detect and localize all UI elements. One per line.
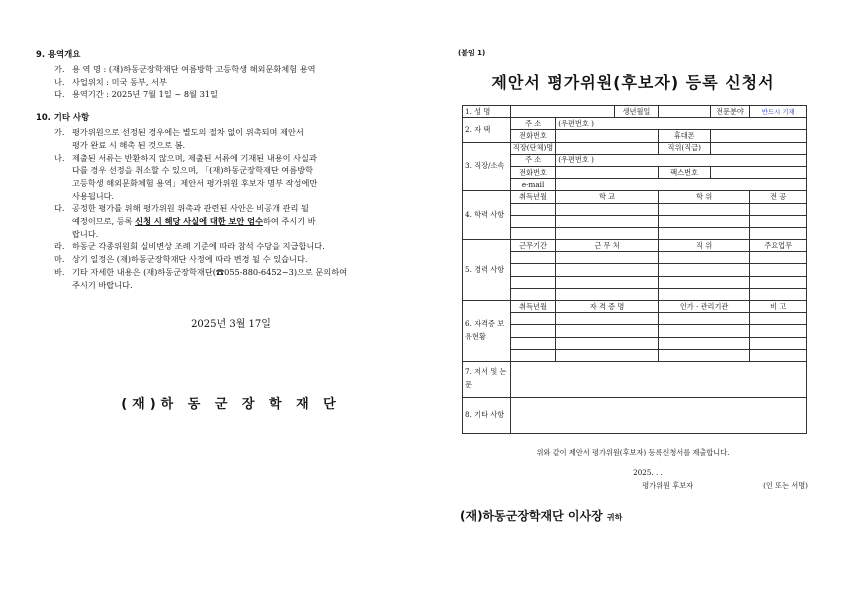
cert-cell[interactable] xyxy=(750,349,807,361)
item-text: 제출된 서류는 반환하지 않으며, 제출된 서류에 기재된 내용이 사실과 xyxy=(72,152,317,163)
phone-label: 전화번호 xyxy=(510,166,555,178)
col-header: 인가 · 관리기관 xyxy=(658,301,750,313)
item-text: 기타 자세한 내용은 (재)하동군장학재단(☎055-880-6452~3)으로 문의하여 xyxy=(72,266,348,277)
other-label: 8. 기타 사항 xyxy=(463,397,511,433)
item-text: 공정한 평가를 위해 평가위원 위촉과 관련된 사안은 비공개 관리 될 xyxy=(72,203,309,214)
email-label: e-mail xyxy=(510,179,555,191)
edu-cell[interactable] xyxy=(658,215,750,227)
table-row xyxy=(463,276,807,288)
cert-cell[interactable] xyxy=(510,337,555,349)
edu-cell[interactable] xyxy=(556,203,659,215)
career-cell[interactable] xyxy=(556,276,659,288)
home-address-field[interactable]: (우편번호 ) xyxy=(556,118,807,130)
table-row xyxy=(463,264,807,276)
fax-field[interactable] xyxy=(710,166,806,178)
field-label: 전문분야 xyxy=(710,106,750,118)
table-row xyxy=(463,142,807,154)
list-item xyxy=(54,152,386,203)
company-label: 직장(단체)명 xyxy=(510,142,555,154)
announcement-date: 2025년 3월 17일 xyxy=(191,319,271,331)
section-9 xyxy=(36,48,386,101)
edu-cell[interactable] xyxy=(658,203,750,215)
col-header: 학 교 xyxy=(556,191,659,203)
item-text: 사용됩니다. xyxy=(72,190,115,201)
cert-cell[interactable] xyxy=(510,313,555,325)
cert-cell[interactable] xyxy=(556,313,659,325)
table-row xyxy=(463,240,807,252)
work-phone-field[interactable] xyxy=(556,166,659,178)
table-row xyxy=(463,337,807,349)
list-item xyxy=(54,88,386,101)
edu-cell[interactable] xyxy=(556,215,659,227)
item-marker: 다. xyxy=(54,89,65,100)
service-name: 용 역 명 : (재)하동군장학재단 여름방학 고등학생 해외문화체험 용역 xyxy=(72,64,316,75)
item-marker: 마. xyxy=(54,254,65,265)
col-header: 비 고 xyxy=(750,301,807,313)
career-cell[interactable] xyxy=(750,264,807,276)
list-item xyxy=(54,76,386,89)
form-title: 제안서 평가위원(후보자) 등록 신청서 xyxy=(491,73,775,92)
list-item xyxy=(54,63,386,76)
edu-cell[interactable] xyxy=(750,227,807,239)
item-text: 예정이므로, 등록 xyxy=(72,216,136,227)
organization-name: (재)하 동 군 장 학 재 단 xyxy=(121,396,341,412)
left-page xyxy=(36,48,386,415)
edu-cell[interactable] xyxy=(510,227,555,239)
item-marker: 가. xyxy=(54,64,65,75)
table-row xyxy=(463,106,807,118)
table-row xyxy=(463,130,807,142)
cert-cell[interactable] xyxy=(658,337,750,349)
table-row xyxy=(463,313,807,325)
cert-cell[interactable] xyxy=(556,349,659,361)
attachment-label: (붙임 1) xyxy=(458,49,486,57)
career-cell[interactable] xyxy=(510,276,555,288)
cert-cell[interactable] xyxy=(750,337,807,349)
home-phone-field[interactable] xyxy=(556,130,659,142)
section-10 xyxy=(36,111,386,291)
service-location: 사업위치 : 미국 동부, 서부 xyxy=(72,76,167,87)
career-cell[interactable] xyxy=(750,276,807,288)
item-text: 하동군 각종위원회 실비변상 조례 기준에 따라 참석 수당을 지급합니다. xyxy=(72,241,325,252)
career-cell[interactable] xyxy=(750,288,807,300)
item-marker: 다. xyxy=(54,203,65,214)
right-page xyxy=(458,48,808,524)
career-cell[interactable] xyxy=(510,264,555,276)
addressee-suffix: 귀하 xyxy=(606,512,623,522)
table-row xyxy=(463,325,807,337)
cert-cell[interactable] xyxy=(658,325,750,337)
name-field[interactable] xyxy=(510,106,614,118)
security-emphasis: 신청 시 해당 사실에 대한 보안 엄수 xyxy=(135,216,264,227)
table-row xyxy=(463,288,807,300)
career-cell[interactable] xyxy=(658,264,750,276)
edu-cell[interactable] xyxy=(510,203,555,215)
addressee-name: (재)하동군장학재단 이사장 xyxy=(460,508,603,523)
career-label: 5. 경력 사항 xyxy=(463,240,511,301)
cert-cell[interactable] xyxy=(658,349,750,361)
section-9-title: 9. 용역개요 xyxy=(36,49,81,59)
submission-date: 2025. . . xyxy=(633,467,663,477)
item-text: 평가위원으로 선정된 경우에는 별도의 절차 없이 위촉되며 제안서 xyxy=(72,127,304,138)
cert-cell[interactable] xyxy=(750,313,807,325)
cert-cell[interactable] xyxy=(556,325,659,337)
career-cell[interactable] xyxy=(750,252,807,264)
career-cell[interactable] xyxy=(658,288,750,300)
edu-cell[interactable] xyxy=(556,227,659,239)
table-row xyxy=(463,227,807,239)
phone-label: 전화번호 xyxy=(510,130,555,142)
work-address-field[interactable]: (우편번호 ) xyxy=(556,154,807,166)
position-field[interactable] xyxy=(710,142,806,154)
item-text: 랍니다. xyxy=(72,228,99,239)
service-period: 용역기간 : 2025년 7월 1일 ~ 8월 31일 xyxy=(72,89,218,100)
item-text: 평가 완료 시 해촉 된 것으로 봄. xyxy=(72,139,186,150)
col-header: 취득년월 xyxy=(510,191,555,203)
table-row xyxy=(463,118,807,130)
col-header: 근무기간 xyxy=(510,240,555,252)
item-marker: 바. xyxy=(54,266,65,277)
education-label: 4. 학력 사항 xyxy=(463,191,511,240)
table-row xyxy=(463,179,807,191)
table-row xyxy=(463,349,807,361)
col-header: 근 무 처 xyxy=(556,240,659,252)
item-marker: 가. xyxy=(54,127,65,138)
signature-field[interactable]: (인 또는 서명) xyxy=(763,480,808,490)
mobile-field[interactable] xyxy=(710,130,806,142)
table-row xyxy=(463,215,807,227)
address-label: 주 소 xyxy=(510,154,555,166)
col-header: 주요업무 xyxy=(750,240,807,252)
career-cell[interactable] xyxy=(658,276,750,288)
table-row xyxy=(463,166,807,178)
table-row xyxy=(463,154,807,166)
col-header: 학 위 xyxy=(658,191,750,203)
item-marker: 나. xyxy=(54,76,65,87)
addressee xyxy=(460,507,808,524)
cert-cell[interactable] xyxy=(658,313,750,325)
works-field[interactable] xyxy=(510,361,806,397)
applicant-label: 평가위원 후보자 xyxy=(642,480,694,490)
edu-cell[interactable] xyxy=(510,215,555,227)
career-cell[interactable] xyxy=(510,252,555,264)
home-label: 2. 자 택 xyxy=(463,118,511,142)
item-text: 상기 일정은 (재)하동군장학재단 사정에 따라 변경 될 수 있습니다. xyxy=(72,254,308,265)
list-item xyxy=(54,202,386,240)
career-cell[interactable] xyxy=(556,288,659,300)
table-row xyxy=(463,397,807,433)
career-cell[interactable] xyxy=(556,264,659,276)
career-cell[interactable] xyxy=(658,252,750,264)
email-field[interactable] xyxy=(556,179,807,191)
edu-cell[interactable] xyxy=(750,203,807,215)
list-item xyxy=(54,253,386,266)
cert-cell[interactable] xyxy=(750,325,807,337)
works-label: 7. 저서 및 논문 xyxy=(463,361,511,397)
mobile-label: 휴대폰 xyxy=(658,130,710,142)
position-label: 직위(직급) xyxy=(658,142,710,154)
address-label: 주 소 xyxy=(510,118,555,130)
item-marker: 라. xyxy=(54,241,65,252)
cert-cell[interactable] xyxy=(510,325,555,337)
col-header: 직 위 xyxy=(658,240,750,252)
section-10-title: 10. 기타 사항 xyxy=(36,112,90,123)
fax-label: 팩스번호 xyxy=(658,166,710,178)
application-form xyxy=(462,105,807,434)
list-item xyxy=(54,126,386,151)
table-row xyxy=(463,252,807,264)
career-cell[interactable] xyxy=(556,252,659,264)
item-marker: 나. xyxy=(54,152,65,163)
birth-label: 생년월일 xyxy=(615,106,659,118)
certificate-label: 6. 자격증 보유현황 xyxy=(463,301,511,362)
table-row xyxy=(463,301,807,313)
field-note[interactable]: 반드시 기재 xyxy=(750,106,807,118)
item-text: 하여 주시기 바 xyxy=(263,216,316,227)
career-cell[interactable] xyxy=(510,288,555,300)
edu-cell[interactable] xyxy=(750,215,807,227)
other-field[interactable] xyxy=(510,397,806,433)
item-text: 다를 경우 선정을 취소할 수 있으며, 「(재)하동군장학재단 여름방학 xyxy=(72,165,314,176)
submit-statement: 위와 같이 제안서 평가위원(후보자) 등록신청서를 제출합니다. xyxy=(536,447,730,457)
cert-cell[interactable] xyxy=(556,337,659,349)
item-text: 고등학생 해외문화체험 용역」제안서 평가위원 후보자 명부 작성에만 xyxy=(72,177,318,188)
col-header: 전 공 xyxy=(750,191,807,203)
item-text: 주시기 바랍니다. xyxy=(72,279,133,290)
table-row xyxy=(463,203,807,215)
cert-cell[interactable] xyxy=(510,349,555,361)
list-item xyxy=(54,266,386,291)
company-field[interactable] xyxy=(556,142,659,154)
col-header: 자 격 증 명 xyxy=(556,301,659,313)
col-header: 취득년월 xyxy=(510,301,555,313)
edu-cell[interactable] xyxy=(658,227,750,239)
table-row xyxy=(463,361,807,397)
name-label: 1. 성 명 xyxy=(463,106,511,118)
work-label: 3. 직장/소속 xyxy=(463,142,511,191)
birth-field[interactable] xyxy=(658,106,710,118)
signature-row xyxy=(458,481,808,491)
table-row xyxy=(463,191,807,203)
list-item xyxy=(54,240,386,253)
